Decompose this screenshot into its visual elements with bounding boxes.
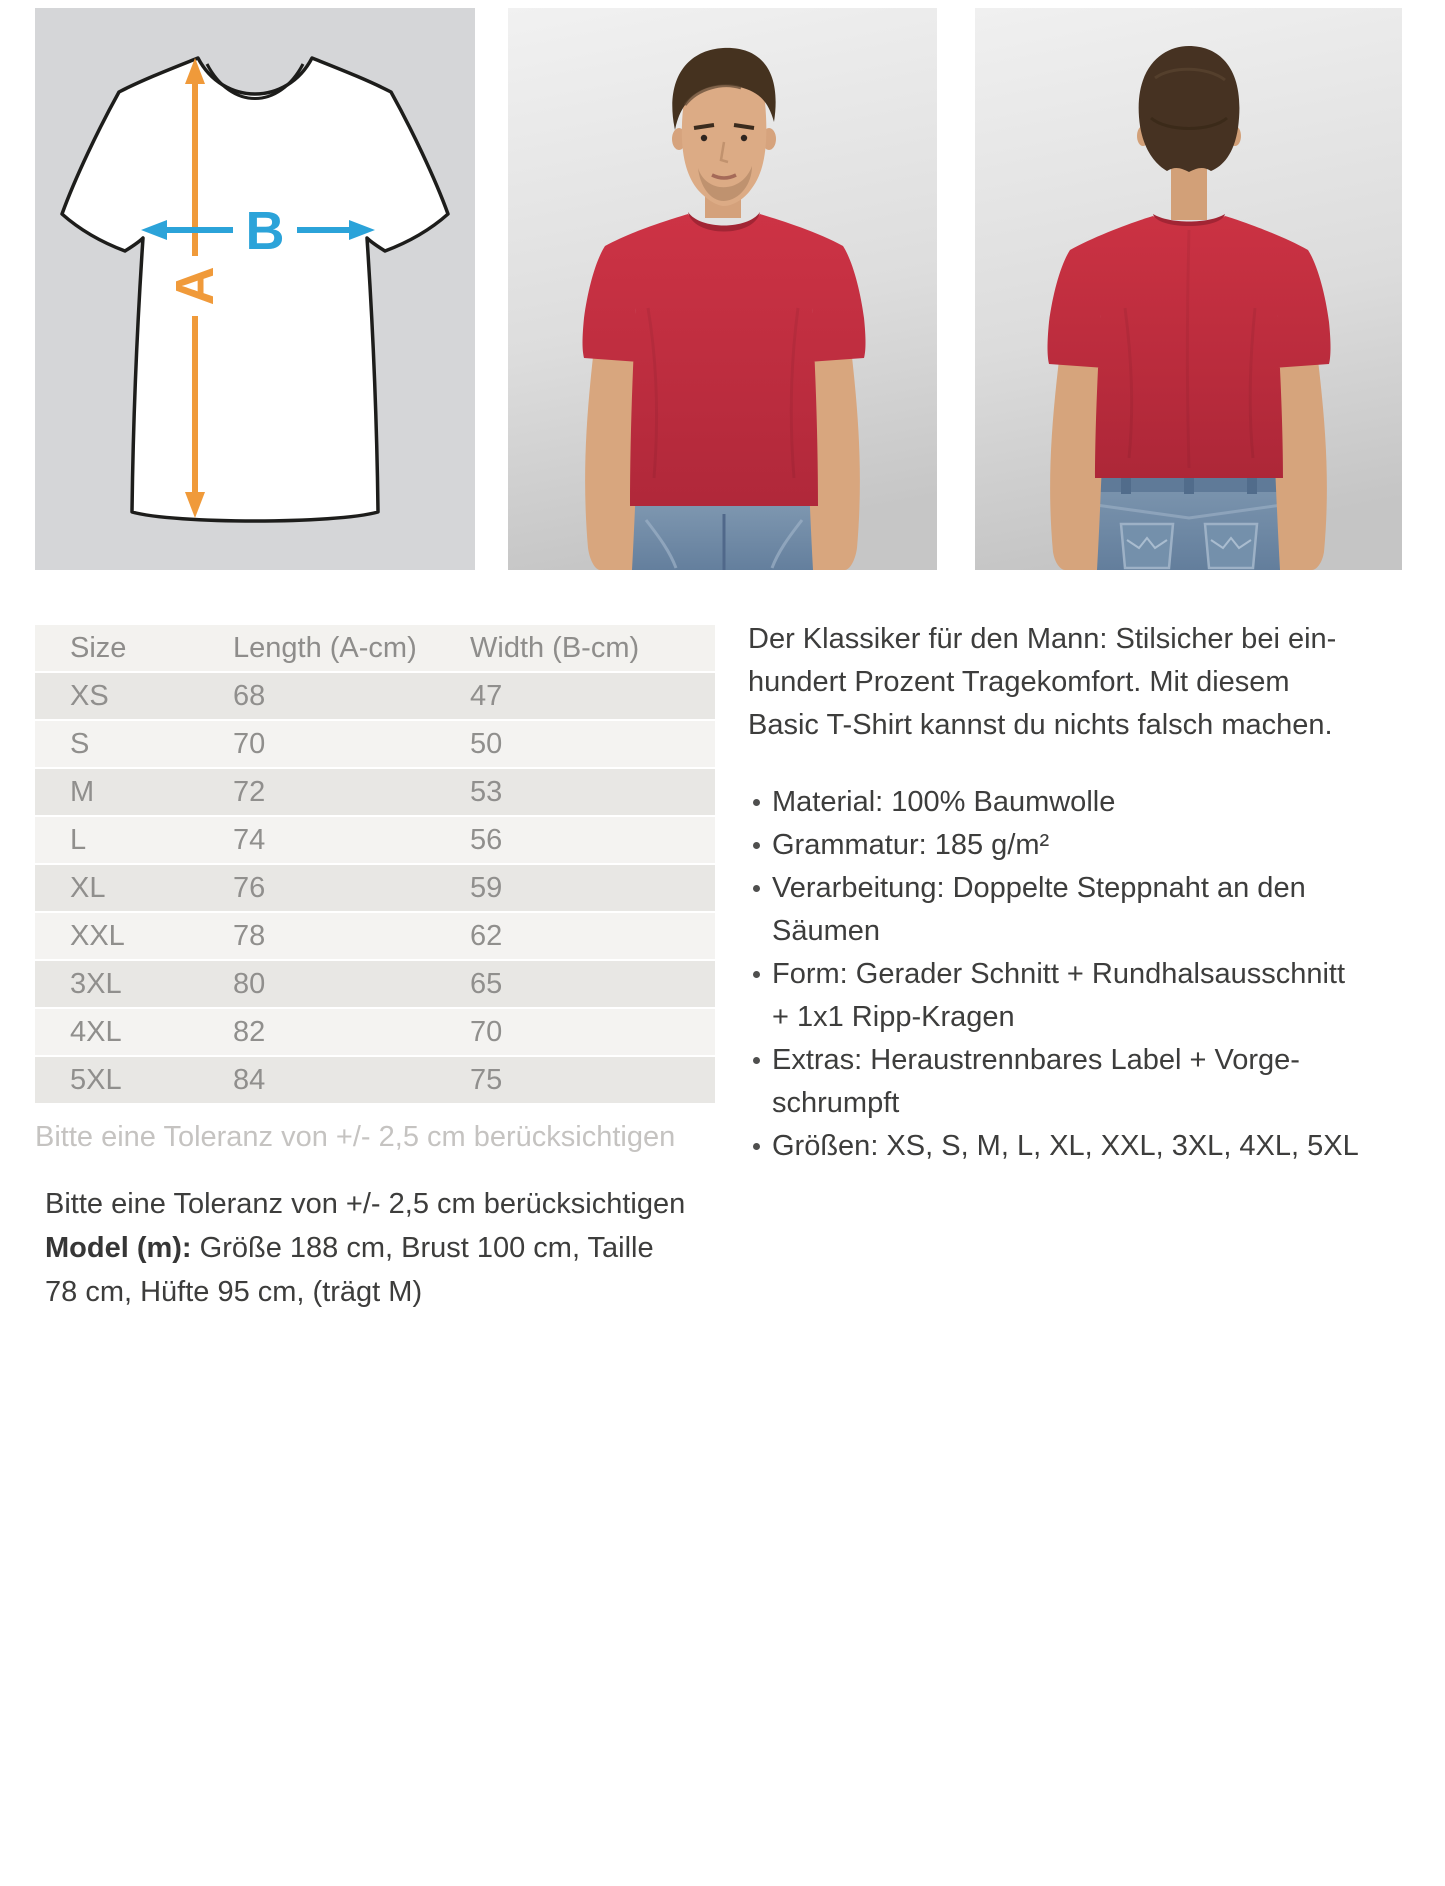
table-row — [35, 865, 715, 913]
clipped-row-text: Bitte eine Toleranz von +/- 2,5 cm berücksichtigen — [35, 1121, 676, 1153]
cell-length: 84 — [198, 1057, 435, 1105]
cell-size: 5XL — [35, 1057, 198, 1105]
cell-length: 78 — [198, 913, 435, 961]
bullet-text: Grammatur: 185 g/m² — [772, 829, 1050, 861]
cell-size: 4XL — [35, 1009, 198, 1057]
product-description — [748, 618, 1438, 1168]
bullet-text: Verarbeitung: Doppelte Steppnaht an den — [772, 872, 1306, 904]
cell-length: 80 — [198, 961, 435, 1009]
label-a: A — [165, 266, 225, 306]
model-note-line2: 78 cm, Hüfte 95 cm, (trägt M) — [45, 1276, 423, 1308]
table-row — [35, 1057, 715, 1105]
header-cell-size: Size — [35, 625, 198, 673]
eye-right — [741, 135, 747, 141]
bullet-text: Säumen — [772, 915, 881, 947]
table-row — [35, 1009, 715, 1057]
cell-width: 59 — [435, 865, 715, 913]
cell-width: 50 — [435, 721, 715, 769]
bullet-item-verarbeitung — [748, 867, 1438, 953]
cell-width: 62 — [435, 913, 715, 961]
cell-length: 72 — [198, 769, 435, 817]
table-header-row — [35, 625, 715, 673]
eye-left — [701, 135, 707, 141]
bullet-icon — [753, 1057, 760, 1064]
jeans-front — [626, 504, 822, 570]
cell-width: 56 — [435, 817, 715, 865]
model-measurements: Größe 188 cm, Brust 100 cm, Taille — [191, 1232, 654, 1264]
cell-size: 3XL — [35, 961, 198, 1009]
bullet-text: Größen: XS, S, M, L, XL, XXL, 3XL, 4XL, 5XL — [772, 1130, 1359, 1162]
head-back — [1137, 46, 1241, 172]
back-pocket-right — [1205, 524, 1257, 568]
label-b: B — [245, 201, 285, 261]
bullet-icon — [753, 1143, 760, 1150]
cell-size: S — [35, 721, 198, 769]
product-photo-front — [508, 8, 937, 570]
tolerance-note: Bitte eine Toleranz von +/- 2,5 cm berücksichtigen — [45, 1188, 686, 1220]
jeans-back — [1089, 476, 1289, 570]
size-diagram-graphic — [35, 8, 475, 570]
cell-length: 74 — [198, 817, 435, 865]
description-intro-line: Basic T-Shirt kannst du nichts falsch machen. — [748, 709, 1333, 741]
bullet-text: Extras: Heraustrennbares Label + Vorge- — [772, 1044, 1300, 1076]
bullet-icon — [753, 885, 760, 892]
table-row — [35, 769, 715, 817]
product-photo-back — [975, 8, 1402, 570]
table-row — [35, 817, 715, 865]
cell-length: 76 — [198, 865, 435, 913]
cell-width: 53 — [435, 769, 715, 817]
size-notes — [45, 1182, 705, 1314]
bullet-icon — [753, 799, 760, 806]
cell-width: 75 — [435, 1057, 715, 1105]
size-chart-table — [35, 625, 715, 1105]
bullet-text: schrumpft — [772, 1087, 900, 1119]
model-note-line1 — [45, 1226, 705, 1270]
back-pocket-left — [1121, 524, 1173, 568]
cell-length: 82 — [198, 1009, 435, 1057]
bullet-icon — [753, 842, 760, 849]
model-label: Model (m): — [45, 1232, 192, 1264]
size-diagram-image — [35, 8, 475, 570]
table-row — [35, 721, 715, 769]
header-cell-width: Width (B-cm) — [435, 625, 715, 673]
description-intro-line: hundert Prozent Tragekomfort. Mit diesem — [748, 666, 1290, 698]
cell-size: M — [35, 769, 198, 817]
table-row — [35, 961, 715, 1009]
cell-size: XS — [35, 673, 198, 721]
cell-length: 68 — [198, 673, 435, 721]
clipped-table-row — [35, 1121, 715, 1153]
cell-width: 65 — [435, 961, 715, 1009]
bullet-item-material — [748, 781, 1438, 824]
cell-length: 70 — [198, 721, 435, 769]
description-bullet-list — [748, 781, 1438, 1168]
table-row — [35, 913, 715, 961]
cell-size: XL — [35, 865, 198, 913]
bullet-text: + 1x1 Ripp-Kragen — [772, 1001, 1015, 1033]
header-cell-length: Length (A-cm) — [198, 625, 435, 673]
bullet-item-groessen — [748, 1125, 1438, 1168]
description-intro-line: Der Klassiker für den Mann: Stilsicher bei ein- — [748, 623, 1337, 655]
cell-size: L — [35, 817, 198, 865]
model-front-graphic — [508, 8, 937, 570]
bullet-item-form — [748, 953, 1438, 1039]
cell-width: 47 — [435, 673, 715, 721]
bullet-item-grammatur — [748, 824, 1438, 867]
bullet-text: Form: Gerader Schnitt + Rundhalsausschnitt — [772, 958, 1346, 990]
cell-width: 70 — [435, 1009, 715, 1057]
cell-size: XXL — [35, 913, 198, 961]
table-row — [35, 673, 715, 721]
bullet-item-extras — [748, 1039, 1438, 1125]
bullet-icon — [753, 971, 760, 978]
bullet-text: Material: 100% Baumwolle — [772, 786, 1116, 818]
model-back-graphic — [975, 8, 1402, 570]
